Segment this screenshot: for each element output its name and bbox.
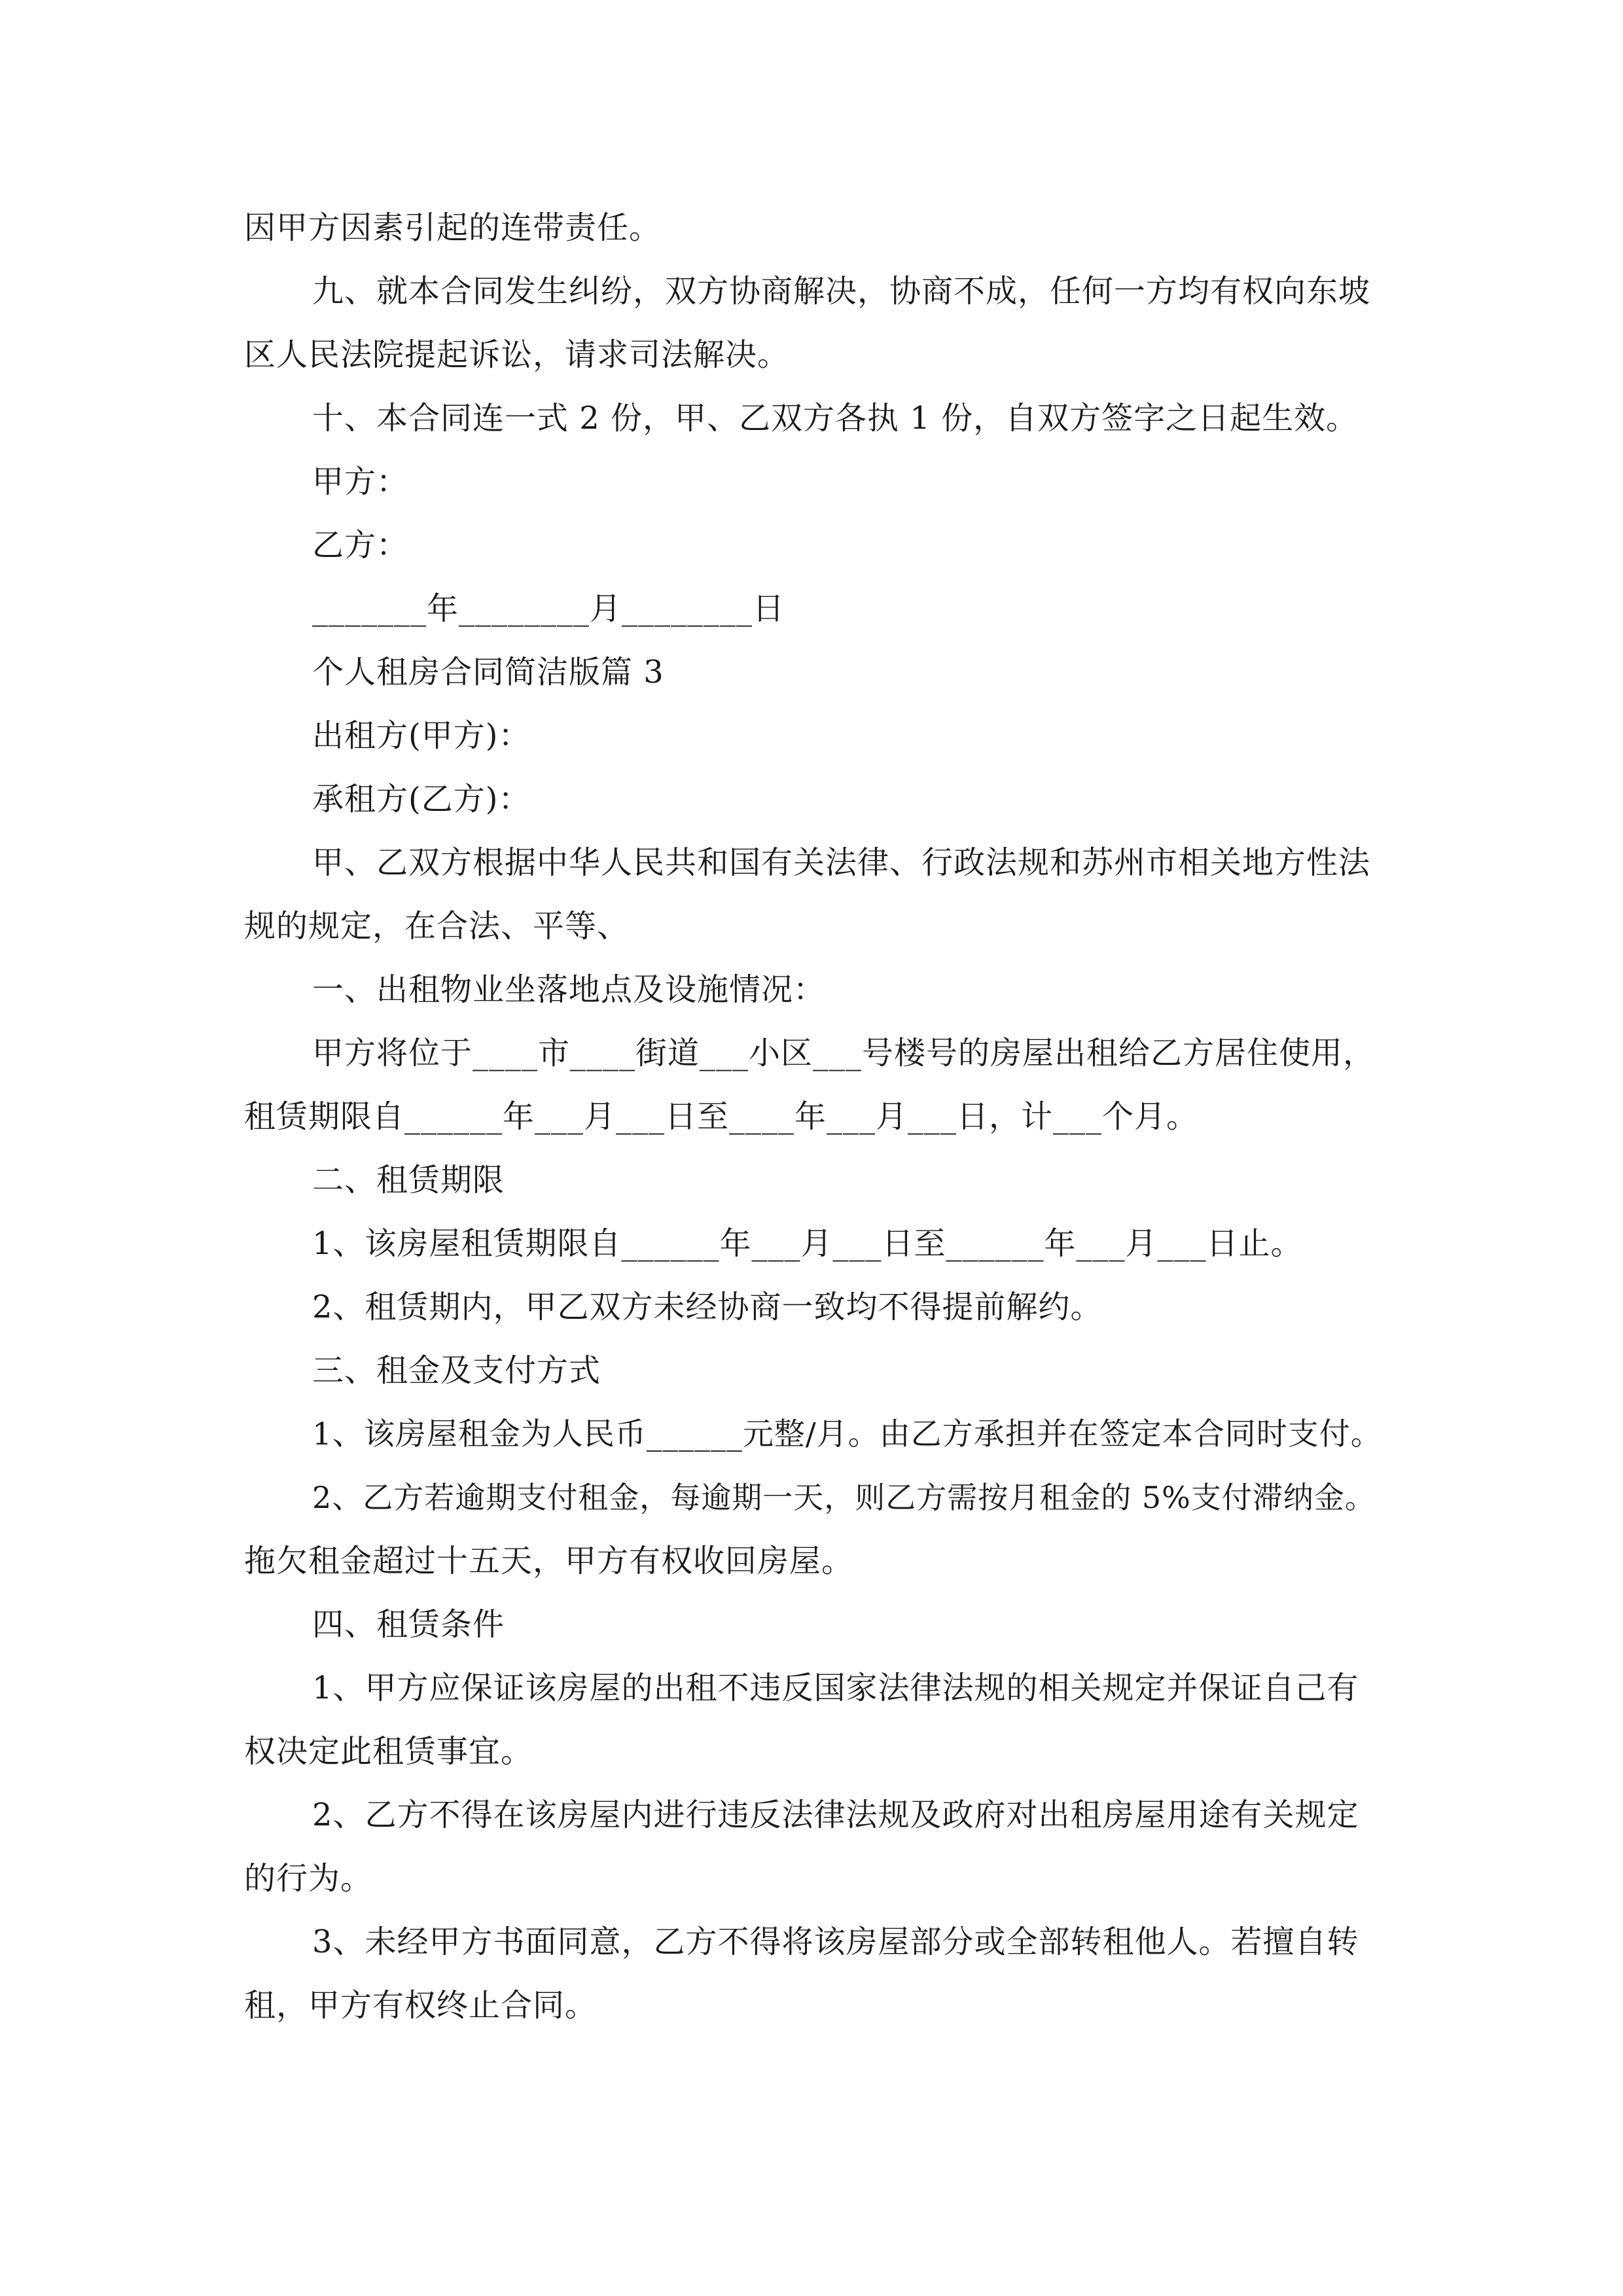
clause-ten: 十、本合同连一式 2 份，甲、乙双方各执 1 份，自双方签字之日起生效。 [312,400,1359,437]
late-fee: 2、乙方若逾期支付租金，每逾期一天，则乙方需按月租金的 5%支付滞纳金。 [312,1480,1376,1515]
text-line: 租，甲方有权终止合同。 [244,1987,597,2024]
lessee-field: 承租方(乙方)： [312,781,531,817]
clause-nine: 九、就本合同发生纠纷，双方协商解决，协商不成，任何一方均有权向东坡 [312,273,1371,310]
lease-term: 1、该房屋租赁期限自______年___月___日至______年___月___日止。 [312,1225,1303,1262]
signature-date: _______年________月________日 [312,590,785,627]
text-line: 区人民法院提起诉讼，请求司法解决。 [244,336,790,373]
text-line: 因甲方因素引起的连带责任。 [244,209,662,246]
heading-three: 三、租金及支付方式 [312,1352,601,1389]
condition-two: 2、乙方不得在该房屋内进行违反法律法规及政府对出租房屋用途有关规定 [312,1797,1359,1833]
heading-one: 一、出租物业坐落地点及设施情况： [312,971,826,1008]
section-title: 个人租房合同简洁版篇 3 [312,654,664,691]
party-b-signature: 乙方： [312,527,409,564]
text-line: 租赁期限自______年___月___日至____年___月___日，计___个月。 [244,1098,1199,1135]
lessor-field: 出租方(甲方)： [312,717,531,754]
text-line: 规的规定，在合法、平等、 [244,908,630,944]
heading-four: 四、租赁条件 [312,1606,505,1643]
text-line: 拖欠租金超过十五天，甲方有权收回房屋。 [244,1543,854,1579]
property-location: 甲方将位于____市____街道___小区___号楼号的房屋出租给乙方居住使用， [312,1035,1376,1071]
heading-two: 二、租赁期限 [312,1162,505,1198]
text-line: 的行为。 [244,1860,373,1897]
rent-amount: 1、该房屋租金为人民币______元整/月。由乙方承担并在签定本合同时支付。 [312,1416,1382,1452]
condition-three: 3、未经甲方书面同意，乙方不得将该房屋部分或全部转租他人。若擅自转 [312,1924,1359,1960]
text-line: 权决定此租赁事宜。 [244,1733,533,1770]
condition-one: 1、甲方应保证该房屋的出租不违反国家法律法规的相关规定并保证自己有 [312,1670,1359,1706]
preamble: 甲、乙双方根据中华人民共和国有关法律、行政法规和苏州市相关地方性法 [312,844,1371,881]
document-body [244,196,1383,2037]
party-a-signature: 甲方： [312,463,409,500]
no-early-termination: 2、租赁期内，甲乙双方未经协商一致均不得提前解约。 [312,1289,1103,1325]
